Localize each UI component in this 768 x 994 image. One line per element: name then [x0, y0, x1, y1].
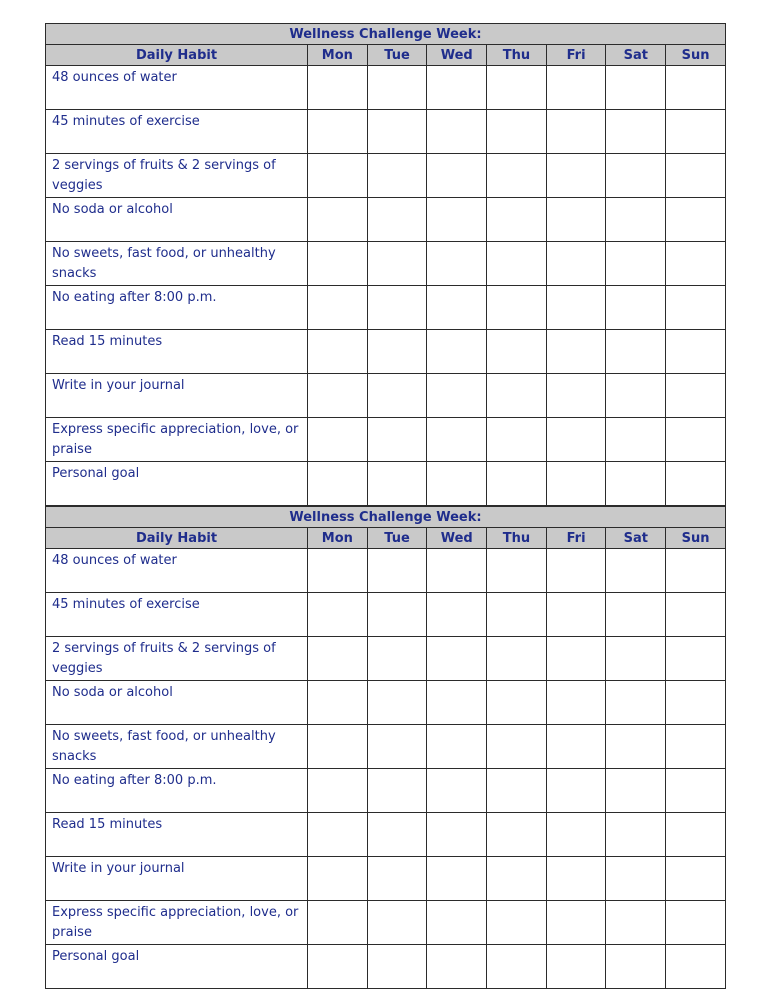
check-cell[interactable]	[666, 637, 726, 681]
check-cell[interactable]	[367, 945, 427, 989]
check-cell[interactable]	[666, 725, 726, 769]
check-cell[interactable]	[487, 725, 547, 769]
habit-row	[46, 242, 726, 286]
habit-row	[46, 637, 726, 681]
check-cell[interactable]	[367, 110, 427, 154]
check-cell[interactable]	[367, 593, 427, 637]
check-cell[interactable]	[427, 725, 487, 769]
column-header-day: Mon	[308, 528, 368, 549]
habit-label: No eating after 8:00 p.m.	[46, 769, 308, 813]
habit-row	[46, 769, 726, 813]
check-cell[interactable]	[606, 330, 666, 374]
check-cell[interactable]	[606, 549, 666, 593]
check-cell[interactable]	[666, 374, 726, 418]
check-cell[interactable]	[308, 681, 368, 725]
check-cell[interactable]	[308, 549, 368, 593]
habit-row	[46, 725, 726, 769]
habit-label: No sweets, fast food, or unhealthy snacks	[46, 725, 308, 769]
check-cell[interactable]	[546, 242, 606, 286]
check-cell[interactable]	[308, 242, 368, 286]
check-cell[interactable]	[308, 857, 368, 901]
check-cell[interactable]	[367, 813, 427, 857]
check-cell[interactable]	[546, 769, 606, 813]
check-cell[interactable]	[546, 110, 606, 154]
habit-row	[46, 198, 726, 242]
column-header-habit: Daily Habit	[46, 45, 308, 66]
check-cell[interactable]	[666, 198, 726, 242]
check-cell[interactable]	[666, 549, 726, 593]
habit-row	[46, 330, 726, 374]
check-cell[interactable]	[308, 462, 368, 506]
check-cell[interactable]	[427, 637, 487, 681]
habit-label: 48 ounces of water	[46, 549, 308, 593]
habit-row	[46, 110, 726, 154]
habit-label: Personal goal	[46, 462, 308, 506]
check-cell[interactable]	[666, 286, 726, 330]
habit-row	[46, 945, 726, 989]
wellness-table	[45, 23, 726, 506]
check-cell[interactable]	[666, 330, 726, 374]
column-header-habit: Daily Habit	[46, 528, 308, 549]
check-cell[interactable]	[487, 374, 547, 418]
habit-row	[46, 593, 726, 637]
column-header-day: Wed	[427, 528, 487, 549]
check-cell[interactable]	[487, 549, 547, 593]
column-header-day: Sat	[606, 528, 666, 549]
check-cell[interactable]	[487, 198, 547, 242]
check-cell[interactable]	[487, 242, 547, 286]
column-header-day: Sun	[666, 528, 726, 549]
column-header-day: Fri	[546, 528, 606, 549]
check-cell[interactable]	[546, 901, 606, 945]
habit-label: Read 15 minutes	[46, 330, 308, 374]
check-cell[interactable]	[487, 857, 547, 901]
check-cell[interactable]	[606, 681, 666, 725]
check-cell[interactable]	[606, 769, 666, 813]
check-cell[interactable]	[367, 418, 427, 462]
check-cell[interactable]	[427, 374, 487, 418]
habit-row	[46, 901, 726, 945]
habit-row	[46, 418, 726, 462]
check-cell[interactable]	[427, 901, 487, 945]
check-cell[interactable]	[367, 681, 427, 725]
wellness-table	[45, 506, 726, 989]
check-cell[interactable]	[546, 286, 606, 330]
habit-label: Write in your journal	[46, 374, 308, 418]
check-cell[interactable]	[427, 462, 487, 506]
week-title: Wellness Challenge Week:	[46, 24, 726, 45]
check-cell[interactable]	[666, 242, 726, 286]
check-cell[interactable]	[546, 945, 606, 989]
check-cell[interactable]	[606, 374, 666, 418]
column-header-day: Tue	[367, 528, 427, 549]
check-cell[interactable]	[666, 769, 726, 813]
check-cell[interactable]	[427, 66, 487, 110]
check-cell[interactable]	[427, 813, 487, 857]
habit-row	[46, 462, 726, 506]
check-cell[interactable]	[367, 857, 427, 901]
check-cell[interactable]	[367, 374, 427, 418]
column-header-day: Sun	[666, 45, 726, 66]
check-cell[interactable]	[367, 549, 427, 593]
check-cell[interactable]	[487, 66, 547, 110]
check-cell[interactable]	[427, 198, 487, 242]
check-cell[interactable]	[487, 901, 547, 945]
check-cell[interactable]	[487, 154, 547, 198]
check-cell[interactable]	[427, 769, 487, 813]
check-cell[interactable]	[367, 637, 427, 681]
habit-label: Write in your journal	[46, 857, 308, 901]
check-cell[interactable]	[666, 813, 726, 857]
check-cell[interactable]	[427, 681, 487, 725]
habit-label: No sweets, fast food, or unhealthy snacks	[46, 242, 308, 286]
check-cell[interactable]	[427, 418, 487, 462]
check-cell[interactable]	[666, 901, 726, 945]
check-cell[interactable]	[367, 286, 427, 330]
check-cell[interactable]	[367, 330, 427, 374]
check-cell[interactable]	[487, 593, 547, 637]
check-cell[interactable]	[487, 637, 547, 681]
check-cell[interactable]	[427, 857, 487, 901]
habit-label: 45 minutes of exercise	[46, 593, 308, 637]
check-cell[interactable]	[606, 637, 666, 681]
check-cell[interactable]	[487, 681, 547, 725]
check-cell[interactable]	[367, 462, 427, 506]
check-cell[interactable]	[367, 901, 427, 945]
check-cell[interactable]	[606, 154, 666, 198]
check-cell[interactable]	[367, 66, 427, 110]
check-cell[interactable]	[367, 198, 427, 242]
habit-label: Express specific appreciation, love, or praise	[46, 418, 308, 462]
check-cell[interactable]	[666, 110, 726, 154]
check-cell[interactable]	[487, 945, 547, 989]
habit-label: No soda or alcohol	[46, 681, 308, 725]
check-cell[interactable]	[367, 154, 427, 198]
check-cell[interactable]	[606, 901, 666, 945]
check-cell[interactable]	[427, 154, 487, 198]
check-cell[interactable]	[666, 66, 726, 110]
check-cell[interactable]	[606, 110, 666, 154]
check-cell[interactable]	[487, 462, 547, 506]
habit-row	[46, 681, 726, 725]
habit-label: Personal goal	[46, 945, 308, 989]
check-cell[interactable]	[546, 681, 606, 725]
check-cell[interactable]	[546, 418, 606, 462]
check-cell[interactable]	[308, 198, 368, 242]
habit-label: 2 servings of fruits & 2 servings of veggies	[46, 154, 308, 198]
check-cell[interactable]	[606, 66, 666, 110]
check-cell[interactable]	[487, 330, 547, 374]
check-cell[interactable]	[308, 110, 368, 154]
check-cell[interactable]	[606, 813, 666, 857]
check-cell[interactable]	[546, 462, 606, 506]
column-header-day: Thu	[487, 528, 547, 549]
check-cell[interactable]	[546, 857, 606, 901]
check-cell[interactable]	[546, 374, 606, 418]
column-header-day: Wed	[427, 45, 487, 66]
check-cell[interactable]	[427, 286, 487, 330]
check-cell[interactable]	[427, 593, 487, 637]
check-cell[interactable]	[666, 857, 726, 901]
week-title: Wellness Challenge Week:	[46, 507, 726, 528]
check-cell[interactable]	[546, 330, 606, 374]
check-cell[interactable]	[308, 593, 368, 637]
column-header-day: Fri	[546, 45, 606, 66]
wellness-sheet	[45, 23, 725, 989]
habit-row	[46, 154, 726, 198]
habit-row	[46, 374, 726, 418]
check-cell[interactable]	[308, 769, 368, 813]
check-cell[interactable]	[546, 66, 606, 110]
check-cell[interactable]	[546, 154, 606, 198]
check-cell[interactable]	[427, 549, 487, 593]
check-cell[interactable]	[427, 945, 487, 989]
check-cell[interactable]	[427, 242, 487, 286]
habit-label: 2 servings of fruits & 2 servings of veggies	[46, 637, 308, 681]
habit-label: No soda or alcohol	[46, 198, 308, 242]
check-cell[interactable]	[308, 945, 368, 989]
habit-row	[46, 286, 726, 330]
check-cell[interactable]	[308, 154, 368, 198]
check-cell[interactable]	[666, 418, 726, 462]
check-cell[interactable]	[606, 462, 666, 506]
habit-label: 48 ounces of water	[46, 66, 308, 110]
habit-row	[46, 549, 726, 593]
habit-label: Express specific appreciation, love, or praise	[46, 901, 308, 945]
column-header-day: Tue	[367, 45, 427, 66]
check-cell[interactable]	[308, 330, 368, 374]
check-cell[interactable]	[546, 549, 606, 593]
check-cell[interactable]	[367, 769, 427, 813]
habit-row	[46, 813, 726, 857]
column-header-day: Mon	[308, 45, 368, 66]
check-cell[interactable]	[487, 286, 547, 330]
check-cell[interactable]	[367, 242, 427, 286]
check-cell[interactable]	[666, 945, 726, 989]
habit-row	[46, 66, 726, 110]
check-cell[interactable]	[487, 418, 547, 462]
check-cell[interactable]	[308, 66, 368, 110]
check-cell[interactable]	[546, 198, 606, 242]
check-cell[interactable]	[308, 901, 368, 945]
check-cell[interactable]	[367, 725, 427, 769]
column-header-day: Thu	[487, 45, 547, 66]
check-cell[interactable]	[606, 286, 666, 330]
habit-row	[46, 857, 726, 901]
check-cell[interactable]	[666, 154, 726, 198]
check-cell[interactable]	[308, 286, 368, 330]
check-cell[interactable]	[546, 593, 606, 637]
check-cell[interactable]	[606, 857, 666, 901]
check-cell[interactable]	[606, 418, 666, 462]
check-cell[interactable]	[606, 725, 666, 769]
check-cell[interactable]	[606, 593, 666, 637]
check-cell[interactable]	[308, 374, 368, 418]
check-cell[interactable]	[606, 945, 666, 989]
check-cell[interactable]	[666, 593, 726, 637]
check-cell[interactable]	[427, 110, 487, 154]
check-cell[interactable]	[666, 462, 726, 506]
check-cell[interactable]	[606, 242, 666, 286]
check-cell[interactable]	[308, 813, 368, 857]
check-cell[interactable]	[308, 418, 368, 462]
check-cell[interactable]	[308, 637, 368, 681]
check-cell[interactable]	[546, 813, 606, 857]
column-header-day: Sat	[606, 45, 666, 66]
habit-label: 45 minutes of exercise	[46, 110, 308, 154]
check-cell[interactable]	[308, 725, 368, 769]
check-cell[interactable]	[546, 637, 606, 681]
check-cell[interactable]	[546, 725, 606, 769]
check-cell[interactable]	[487, 110, 547, 154]
habit-label: No eating after 8:00 p.m.	[46, 286, 308, 330]
check-cell[interactable]	[666, 681, 726, 725]
check-cell[interactable]	[487, 813, 547, 857]
check-cell[interactable]	[606, 198, 666, 242]
check-cell[interactable]	[427, 330, 487, 374]
check-cell[interactable]	[487, 769, 547, 813]
habit-label: Read 15 minutes	[46, 813, 308, 857]
